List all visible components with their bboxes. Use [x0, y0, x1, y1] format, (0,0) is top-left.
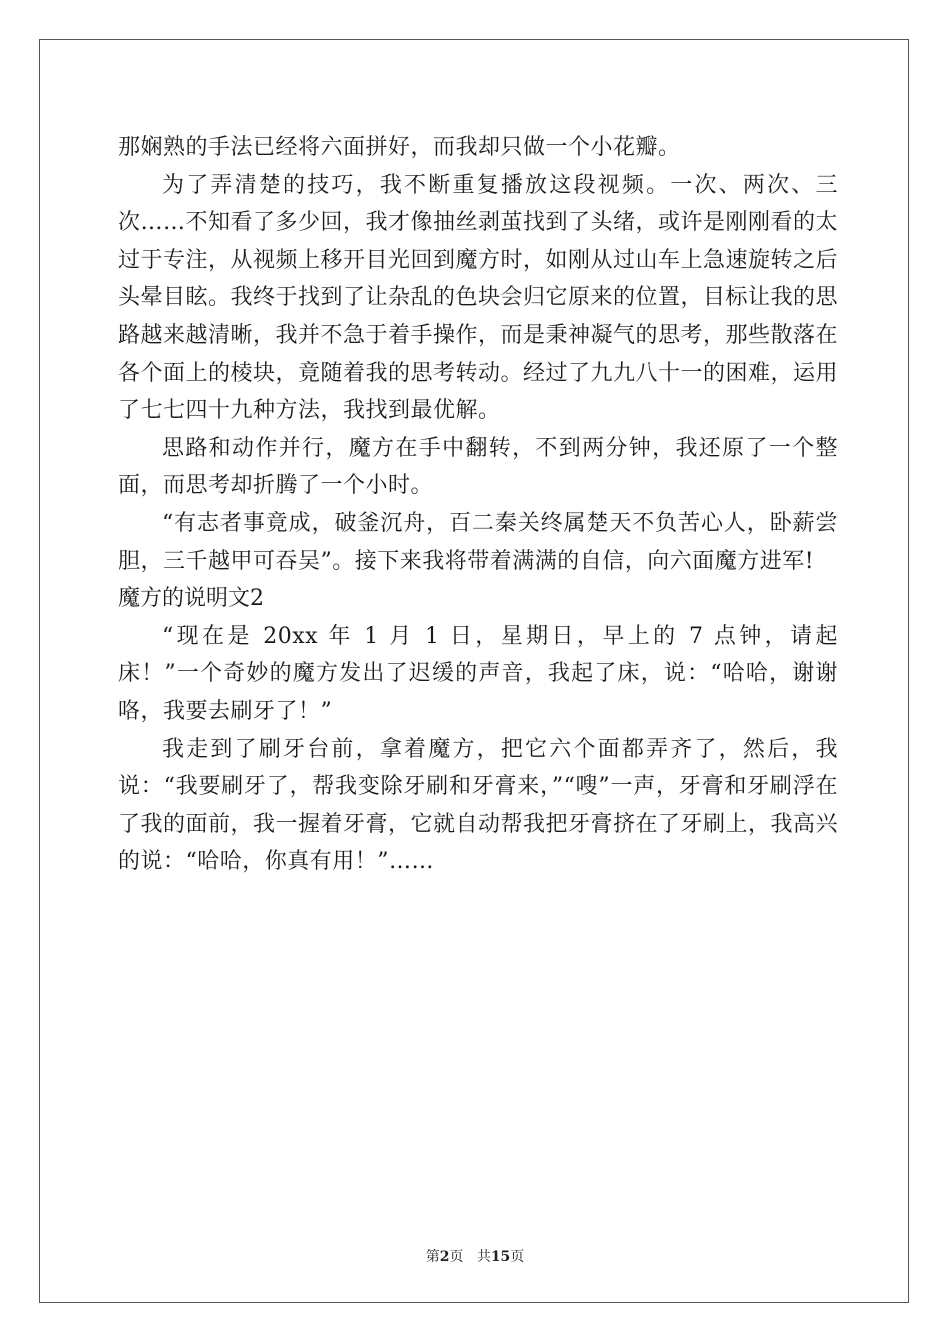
paragraph: 为了弄清楚的技巧，我不断重复播放这段视频。一次、两次、三次……不知看了多少回，我才像抽丝剥茧找到了头绪，或许是刚刚看的太过于专注，从视频上移开目光回到魔方时，如刚从过山车上急速旋转之后头晕目眩。我终于找到了让杂乱的色块会归它原来的位置，目标让我的思路越来越清晰，我并不急于着手操作，而是秉神凝气的思考，那些散落在各个面上的棱块，竟随着我的思考转动。经过了九九八十一的困难，运用了七七四十九种方法，我找到最优解。 — [118, 172, 839, 424]
page-footer — [0, 1246, 950, 1266]
footer-page-suffix: 页 — [449, 1249, 464, 1265]
paragraph: 那娴熟的手法已经将六面拼好，而我却只做一个小花瓣。 — [118, 135, 681, 160]
document-body — [118, 129, 838, 881]
footer-prefix: 第 — [425, 1249, 440, 1265]
section-heading: 魔方的说明文2 — [118, 586, 264, 612]
footer-total-pages: 15 — [490, 1249, 511, 1265]
footer-total-suffix: 页 — [510, 1249, 525, 1265]
footer-page-number: 2 — [439, 1249, 450, 1265]
paragraph: 思路和动作并行，魔方在手中翻转，不到两分钟，我还原了一个整面，而思考却折腾了一个小时。 — [118, 435, 838, 499]
footer-total-prefix: 共 — [476, 1249, 491, 1265]
paragraph: 我走到了刷牙台前，拿着魔方，把它六个面都弄齐了，然后，我说：“我要刷牙了，帮我变除牙刷和牙膏来，”“嗖”一声，牙膏和牙刷浮在了我的面前，我一握着牙膏，它就自动帮我把牙膏挤在了牙刷上，我高兴的说：“哈哈，你真有用！”…… — [118, 736, 839, 875]
paragraph: “现在是 20xx 年 1 月 1 日，星期日，早上的 7 点钟，请起床！”一个奇妙的魔方发出了迟缓的声音，我起了床，说：“哈哈，谢谢咯，我要去刷牙了！” — [118, 623, 838, 724]
paragraph: “有志者事竟成，破釜沉舟，百二秦关终属楚天不负苦心人，卧薪尝胆，三千越甲可吞吴”。接下来我将带着满满的自信，向六面魔方进军! — [118, 510, 838, 574]
